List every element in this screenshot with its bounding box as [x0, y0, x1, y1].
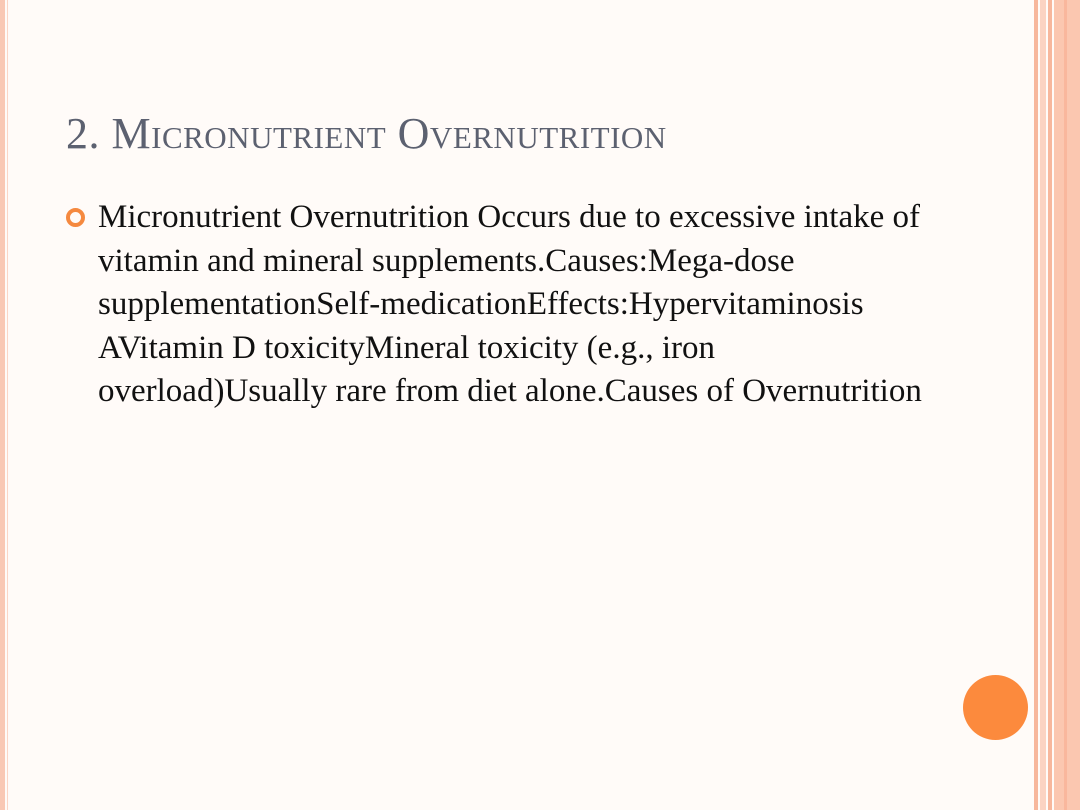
right-band-stripe	[1064, 0, 1067, 810]
right-band-stripe	[1034, 0, 1038, 810]
right-band-stripe	[1048, 0, 1052, 810]
slide-title: 2. Micronutrient Overnutrition	[66, 109, 667, 158]
hollow-circle-bullet-icon	[66, 208, 85, 227]
right-decorative-band	[1034, 0, 1080, 810]
bullet-text: Micronutrient Overnutrition Occurs due to excessive intake of vitamin and mineral supplements.Causes:Mega-dose supplementationSelf-medicationEffects:Hypervitaminosis AVitamin D toxicityMineral toxicity (e.g., iron overload)Usually rare from diet alone.Causes of Overnutrition	[98, 199, 922, 409]
slide-content	[66, 196, 926, 414]
bullet-item	[66, 196, 926, 414]
right-band-stripe	[1040, 0, 1046, 810]
right-band-stripe	[1054, 0, 1080, 810]
left-border-line-thin	[7, 0, 8, 810]
orange-circle-decoration-icon	[963, 675, 1028, 740]
left-border-line	[0, 0, 5, 810]
